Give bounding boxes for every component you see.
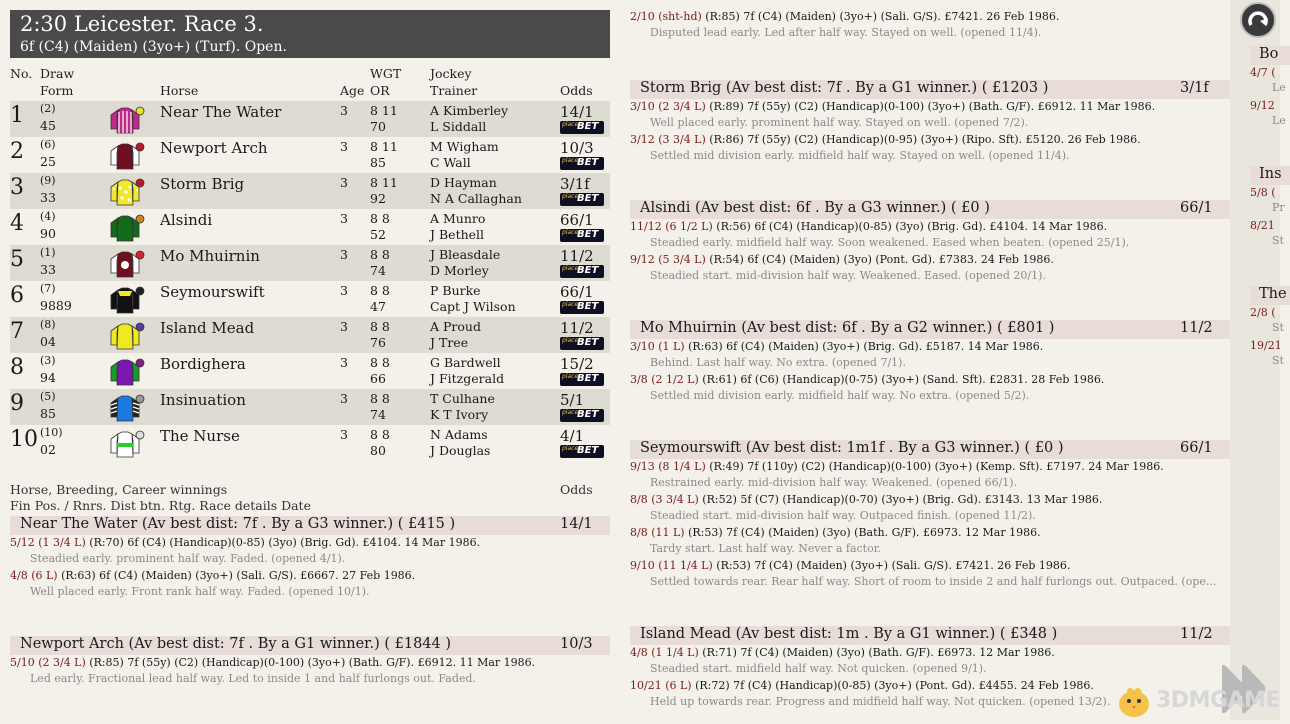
race-title: 2:30 Leicester. Race 3.: [20, 12, 264, 36]
place-bet-button[interactable]: place BET: [560, 265, 604, 278]
form-header: [630, 440, 1230, 459]
jockey-silks-icon: [110, 175, 144, 207]
finish-position: 9/12 (5 3/4 L): [630, 253, 706, 266]
form-header-odds: 66/1: [1180, 200, 1213, 216]
place-bet-button[interactable]: place BET: [560, 229, 604, 242]
trainer-name: N A Callaghan: [430, 191, 522, 206]
form-comment: St: [1272, 354, 1284, 367]
form-comment: Well placed early. Front rank half way. Faded. (opened 10/1).: [30, 585, 370, 598]
runner-form: 04: [40, 334, 56, 349]
form-run-line: [630, 340, 1043, 353]
place-bet-button[interactable]: place BET: [560, 445, 604, 458]
form-header-odds: 14/1: [560, 516, 593, 532]
runner-odds: 14/1: [560, 103, 594, 121]
form-header: [630, 80, 1230, 99]
jockey-name: T Culhane: [430, 391, 495, 406]
form-header-odds: 11/2: [1180, 626, 1213, 642]
form-header-title: Mo Mhuirnin (Av best dist: 6f . By a G2 winner.) ( £801 ): [640, 320, 1055, 336]
jockey-silks-icon: [110, 391, 144, 423]
runner-draw: (8): [40, 318, 56, 331]
jockey-name: J Bleasdale: [430, 247, 501, 262]
horse-name: Near The Water: [160, 103, 282, 121]
form-comment: Steadied start. mid-division half way. Outpaced finish. (opened 11/2).: [650, 509, 1036, 522]
race-subtitle: 6f (C4) (Maiden) (3yo+) (Turf). Open.: [20, 39, 287, 55]
horse-age: 3: [340, 139, 348, 154]
runner-row[interactable]: [10, 317, 610, 353]
place-bet-button[interactable]: place BET: [560, 373, 604, 386]
trainer-name: L Siddall: [430, 119, 487, 134]
jockey-name: P Burke: [430, 283, 481, 298]
jockey-silks-icon: [110, 355, 144, 387]
form-comment: Well placed early. prominent half way. Stayed on well. (opened 7/2).: [650, 116, 1029, 129]
form-header: [630, 320, 1230, 339]
runner-odds: 15/2: [560, 355, 594, 373]
runner-draw: (7): [40, 282, 56, 295]
finish-position: 9/10 (11 1/4 L): [630, 559, 713, 572]
runner-draw: (3): [40, 354, 56, 367]
jockey-name: D Hayman: [430, 175, 497, 190]
jockey-name: N Adams: [430, 427, 488, 442]
form-header: [10, 636, 610, 655]
form-header-title: Storm Brig (Av best dist: 7f . By a G1 winner.) ( £1203 ): [640, 80, 1049, 96]
horse-weight: 8 8: [370, 283, 390, 298]
official-rating: 47: [370, 299, 386, 314]
col-horse: Horse: [160, 83, 199, 98]
form-run-line: 4/7 (: [1250, 66, 1276, 79]
form-header-title: Seymourswift (Av best dist: 1m1f . By a G3 winner.) ( £0 ): [640, 440, 1064, 456]
form-comment: Pr: [1272, 201, 1285, 214]
col-form: Form: [40, 83, 74, 98]
place-bet-button[interactable]: place BET: [560, 121, 604, 134]
form-run-line: [630, 133, 1141, 146]
form-comment: Settled towards rear. Rear half way. Short of room to inside 2 and half furlongs out. Outpaced. (ope...: [650, 575, 1217, 588]
form-legend-line2: Fin Pos. / Rnrs. Dist btn. Rtg. Race details Date: [10, 498, 311, 513]
race-details: (R:71) 7f (C4) (Maiden) (3yo) (Bath. G/F). £6973. 12 Mar 1986.: [698, 646, 1055, 659]
place-bet-button[interactable]: place BET: [560, 409, 604, 422]
finish-position: 9/13 (8 1/4 L): [630, 460, 706, 473]
form-header-title: Island Mead (Av best dist: 1m . By a G1 winner.) ( £348 ): [640, 626, 1058, 642]
runner-row[interactable]: [10, 101, 610, 137]
runner-draw: (9): [40, 174, 56, 187]
place-bet-button[interactable]: place BET: [560, 337, 604, 350]
form-header-title: Alsindi (Av best dist: 6f . By a G3 winner.) ( £0 ): [640, 200, 990, 216]
horse-name: The Nurse: [160, 427, 240, 445]
runner-form: 45: [40, 118, 56, 133]
form-run-line: [630, 373, 1104, 386]
race-details: (R:70) 6f (C4) (Handicap)(0-85) (3yo) (Brig. Gd). £4104. 14 Mar 1986.: [85, 536, 481, 549]
jockey-silks-icon: [110, 103, 144, 135]
form-header-odds: 11/2: [1180, 320, 1213, 336]
horse-weight: 8 11: [370, 175, 398, 190]
back-button[interactable]: [1240, 2, 1276, 38]
runner-row[interactable]: [10, 209, 610, 245]
runner-number: 8: [10, 355, 24, 380]
form-comment: Settled mid division early. midfield half way. Stayed on well. (opened 11/4).: [650, 149, 1070, 162]
trainer-name: J Fitzgerald: [430, 371, 505, 386]
race-details: (R:89) 7f (55y) (C2) (Handicap)(0-100) (3yo+) (Bath. G/F). £6912. 11 Mar 1986.: [705, 100, 1156, 113]
col-odds: Odds: [560, 83, 593, 98]
runner-number: 10: [10, 427, 38, 452]
form-run-line: 8/21: [1250, 219, 1275, 232]
col-wgt: WGT: [370, 66, 402, 81]
runner-number: 9: [10, 391, 24, 416]
jockey-name: A Munro: [430, 211, 486, 226]
form-header-odds: 10/3: [560, 636, 593, 652]
form-comment: Behind. Last half way. No extra. (opened 7/1).: [650, 356, 906, 369]
horse-age: 3: [340, 247, 348, 262]
form-run-line: [630, 679, 1094, 692]
form-comment: Steadied start. mid-division half way. Weakened. Eased. (opened 20/1).: [650, 269, 1046, 282]
runner-form: 90: [40, 226, 56, 241]
form-run-line: [630, 253, 1054, 266]
jockey-silks-icon: [110, 211, 144, 243]
finish-position: 3/8 (2 1/2 L): [630, 373, 699, 386]
runner-odds: 11/2: [560, 247, 594, 265]
form-comment: Le: [1272, 81, 1286, 94]
chick-mascot-icon: [1112, 680, 1156, 720]
form-run-line: 5/8 (: [1250, 186, 1276, 199]
jockey-silks-icon: [110, 139, 144, 171]
horse-weight: 8 8: [370, 427, 390, 442]
jockey-name: A Proud: [430, 319, 481, 334]
form-comment: Restrained early. mid-division half way. Weakened. (opened 66/1).: [650, 476, 1018, 489]
form-comment: St: [1272, 321, 1284, 334]
official-rating: 76: [370, 335, 386, 350]
form-header-odds: 66/1: [1180, 440, 1213, 456]
horse-age: 3: [340, 283, 348, 298]
race-details: (R:85) 7f (55y) (C2) (Handicap)(0-100) (3yo+) (Bath. G/F). £6912. 11 Mar 1986.: [85, 656, 536, 669]
trainer-name: K T Ivory: [430, 407, 489, 422]
form-comment: Steadied start. midfield half way. Not quicken. (opened 9/1).: [650, 662, 987, 675]
runner-number: 2: [10, 139, 24, 164]
form-header: [630, 626, 1230, 645]
runner-odds: 10/3: [560, 139, 594, 157]
finish-position: 3/10 (2 3/4 L): [630, 100, 706, 113]
form-header-title: Newport Arch (Av best dist: 7f . By a G1 winner.) ( £1844 ): [20, 636, 452, 652]
form-header: [10, 516, 610, 535]
official-rating: 85: [370, 155, 386, 170]
race-details: (R:61) 6f (C6) (Handicap)(0-75) (3yo+) (Sand. Sft). £2831. 28 Feb 1986.: [698, 373, 1105, 386]
form-run-line: [10, 569, 415, 582]
runner-row[interactable]: [10, 425, 610, 461]
watermark-text: 3DMGAME: [1156, 688, 1280, 713]
col-no: No.: [10, 66, 33, 81]
runner-draw: (5): [40, 390, 56, 403]
finish-position: 3/10 (1 L): [630, 340, 685, 353]
form-run-line: 2/8 (: [1250, 306, 1276, 319]
runner-draw: (4): [40, 210, 56, 223]
jockey-silks-icon: [110, 427, 144, 459]
col-age: Age: [340, 83, 365, 98]
form-header: The: [1250, 286, 1290, 305]
form-header-title: Near The Water (Av best dist: 7f . By a G3 winner.) ( £415 ): [20, 516, 456, 532]
race-details: (R:63) 6f (C4) (Maiden) (3yo+) (Brig. Gd). £5187. 14 Mar 1986.: [684, 340, 1044, 353]
horse-name: Newport Arch: [160, 139, 268, 157]
form-legend-odds: Odds: [560, 482, 593, 497]
horse-name: Alsindi: [160, 211, 213, 229]
runner-row[interactable]: [10, 281, 610, 317]
runner-form: 25: [40, 154, 56, 169]
official-rating: 70: [370, 119, 386, 134]
trainer-name: C Wall: [430, 155, 471, 170]
horse-age: 3: [340, 355, 348, 370]
form-run-line: [630, 10, 1059, 23]
form-header: [630, 200, 1230, 219]
runner-number: 3: [10, 175, 24, 200]
col-jockey: Jockey: [430, 66, 472, 81]
race-details: (R:53) 7f (C4) (Maiden) (3yo+) (Sali. G/S). £7421. 26 Feb 1986.: [712, 559, 1071, 572]
col-or: OR: [370, 83, 390, 98]
race-header: [10, 10, 610, 58]
horse-weight: 8 11: [370, 139, 398, 154]
form-run-line: [630, 646, 1055, 659]
horse-name: Storm Brig: [160, 175, 245, 193]
runner-draw: (1): [40, 246, 56, 259]
form-comment: Le: [1272, 114, 1286, 127]
trainer-name: J Bethell: [430, 227, 485, 242]
place-bet-button[interactable]: place BET: [560, 193, 604, 206]
col-trainer: Trainer: [430, 83, 478, 98]
official-rating: 66: [370, 371, 386, 386]
runner-number: 7: [10, 319, 24, 344]
horse-weight: 8 8: [370, 319, 390, 334]
back-arrow-icon: [1242, 4, 1274, 36]
race-details: (R:52) 5f (C7) (Handicap)(0-70) (3yo+) (Brig. Gd). £3143. 13 Mar 1986.: [698, 493, 1103, 506]
form-legend-line1: Horse, Breeding, Career winnings: [10, 482, 228, 497]
form-comment: Led early. Fractional lead half way. Led to inside 1 and half furlongs out. Faded.: [30, 672, 476, 685]
runner-draw: (10): [40, 426, 63, 439]
jockey-name: A Kimberley: [430, 103, 509, 118]
runner-draw: (2): [40, 102, 56, 115]
runner-form: 94: [40, 370, 56, 385]
runner-odds: 4/1: [560, 427, 585, 445]
runner-row[interactable]: [10, 389, 610, 425]
runner-form: 33: [40, 190, 56, 205]
horse-age: 3: [340, 427, 348, 442]
race-details: (R:86) 7f (55y) (C2) (Handicap)(0-95) (3yo+) (Ripo. Sft). £5120. 26 Feb 1986.: [705, 133, 1141, 146]
jockey-silks-icon: [110, 319, 144, 351]
horse-name: Island Mead: [160, 319, 255, 337]
form-run-line: [630, 460, 1164, 473]
runner-odds: 5/1: [560, 391, 585, 409]
form-run-line: 9/12: [1250, 99, 1275, 112]
form-run-line: 19/21: [1250, 339, 1282, 352]
form-run-line: [630, 220, 1107, 233]
form-comment: Held up towards rear. Progress and midfield half way. Not quicken. (opened 13/2).: [650, 695, 1111, 708]
form-run-line: [630, 493, 1102, 506]
form-run-line: [630, 526, 1041, 539]
trainer-name: J Tree: [430, 335, 469, 350]
jockey-silks-icon: [110, 283, 144, 315]
trainer-name: D Morley: [430, 263, 489, 278]
form-comment: Tardy start. Last half way. Never a factor.: [650, 542, 882, 555]
runner-odds: 66/1: [560, 211, 594, 229]
horse-weight: 8 8: [370, 247, 390, 262]
finish-position: 10/21 (6 L): [630, 679, 692, 692]
jockey-name: G Bardwell: [430, 355, 501, 370]
form-comment: Settled mid division early. midfield half way. No extra. (opened 5/2).: [650, 389, 1030, 402]
form-header: Bo: [1250, 46, 1290, 65]
form-header-odds: 3/1f: [1180, 80, 1209, 96]
finish-position: 2/10 (sht-hd): [630, 10, 702, 23]
horse-weight: 8 8: [370, 391, 390, 406]
finish-position: 5/12 (1 3/4 L): [10, 536, 86, 549]
race-details: (R:54) 6f (C4) (Maiden) (3yo) (Pont. Gd). £7383. 24 Feb 1986.: [705, 253, 1054, 266]
horse-age: 3: [340, 319, 348, 334]
official-rating: 80: [370, 443, 386, 458]
horse-weight: 8 8: [370, 211, 390, 226]
form-run-line: [10, 656, 535, 669]
horse-name: Seymourswift: [160, 283, 265, 301]
official-rating: 52: [370, 227, 386, 242]
trainer-name: Capt J Wilson: [430, 299, 516, 314]
runner-row[interactable]: [10, 173, 610, 209]
form-comment: Steadied early. midfield half way. Soon weakened. Eased when beaten. (opened 25/1).: [650, 236, 1130, 249]
finish-position: 8/8 (3 3/4 L): [630, 493, 699, 506]
runner-number: 6: [10, 283, 24, 308]
form-comment: Steadied early. prominent half way. Faded. (opened 4/1).: [30, 552, 346, 565]
horse-weight: 8 11: [370, 103, 398, 118]
horse-name: Insinuation: [160, 391, 246, 409]
horse-name: Mo Mhuirnin: [160, 247, 260, 265]
form-run-line: [630, 100, 1155, 113]
official-rating: 74: [370, 407, 386, 422]
race-details: (R:56) 6f (C4) (Handicap)(0-85) (3yo) (Brig. Gd). £4104. 14 Mar 1986.: [712, 220, 1108, 233]
next-form-column: [1230, 0, 1287, 720]
runner-form: 33: [40, 262, 56, 277]
jockey-name: M Wigham: [430, 139, 499, 154]
race-details: (R:49) 7f (110y) (C2) (Handicap)(0-100) (3yo+) (Kemp. Sft). £7197. 24 Mar 1986.: [705, 460, 1164, 473]
finish-position: 11/12 (6 1/2 L): [630, 220, 713, 233]
official-rating: 92: [370, 191, 386, 206]
horse-age: 3: [340, 391, 348, 406]
form-comment: Disputed lead early. Led after half way. Stayed on well. (opened 11/4).: [650, 26, 1042, 39]
jockey-silks-icon: [110, 247, 144, 279]
horse-age: 3: [340, 175, 348, 190]
runner-row[interactable]: [10, 245, 610, 281]
runner-row[interactable]: [10, 353, 610, 389]
race-details: (R:85) 7f (C4) (Maiden) (3yo+) (Sali. G/S). £7421. 26 Feb 1986.: [701, 10, 1060, 23]
finish-position: 5/10 (2 3/4 L): [10, 656, 86, 669]
runner-draw: (6): [40, 138, 56, 151]
finish-position: 4/8 (6 L): [10, 569, 58, 582]
runner-form: 9889: [40, 298, 72, 313]
place-bet-button[interactable]: place BET: [560, 157, 604, 170]
horse-age: 3: [340, 103, 348, 118]
finish-position: 3/12 (3 3/4 L): [630, 133, 706, 146]
race-details: (R:53) 7f (C4) (Maiden) (3yo) (Bath. G/F). £6973. 12 Mar 1986.: [684, 526, 1041, 539]
runner-number: 5: [10, 247, 24, 272]
horse-age: 3: [340, 211, 348, 226]
runner-form: 02: [40, 442, 56, 457]
form-run-line: [10, 536, 480, 549]
runner-row[interactable]: [10, 137, 610, 173]
runner-form: 85: [40, 406, 56, 421]
form-header: Ins: [1250, 166, 1290, 185]
col-draw: Draw: [40, 66, 75, 81]
runner-number: 1: [10, 103, 24, 128]
runner-odds: 3/1f: [560, 175, 590, 193]
race-details: (R:72) 7f (C4) (Handicap)(0-85) (3yo+) (Pont. Gd). £4455. 24 Feb 1986.: [691, 679, 1094, 692]
runner-number: 4: [10, 211, 24, 236]
watermark-logo: [1112, 680, 1280, 720]
place-bet-button[interactable]: place BET: [560, 301, 604, 314]
race-details: (R:63) 6f (C4) (Maiden) (3yo+) (Sali. G/S). £6667. 27 Feb 1986.: [57, 569, 416, 582]
horse-name: Bordighera: [160, 355, 246, 373]
trainer-name: J Douglas: [430, 443, 491, 458]
finish-position: 8/8 (11 L): [630, 526, 685, 539]
runner-odds: 66/1: [560, 283, 594, 301]
official-rating: 74: [370, 263, 386, 278]
form-comment: St: [1272, 234, 1284, 247]
form-run-line: [630, 559, 1070, 572]
horse-weight: 8 8: [370, 355, 390, 370]
runner-odds: 11/2: [560, 319, 594, 337]
finish-position: 4/8 (1 1/4 L): [630, 646, 699, 659]
